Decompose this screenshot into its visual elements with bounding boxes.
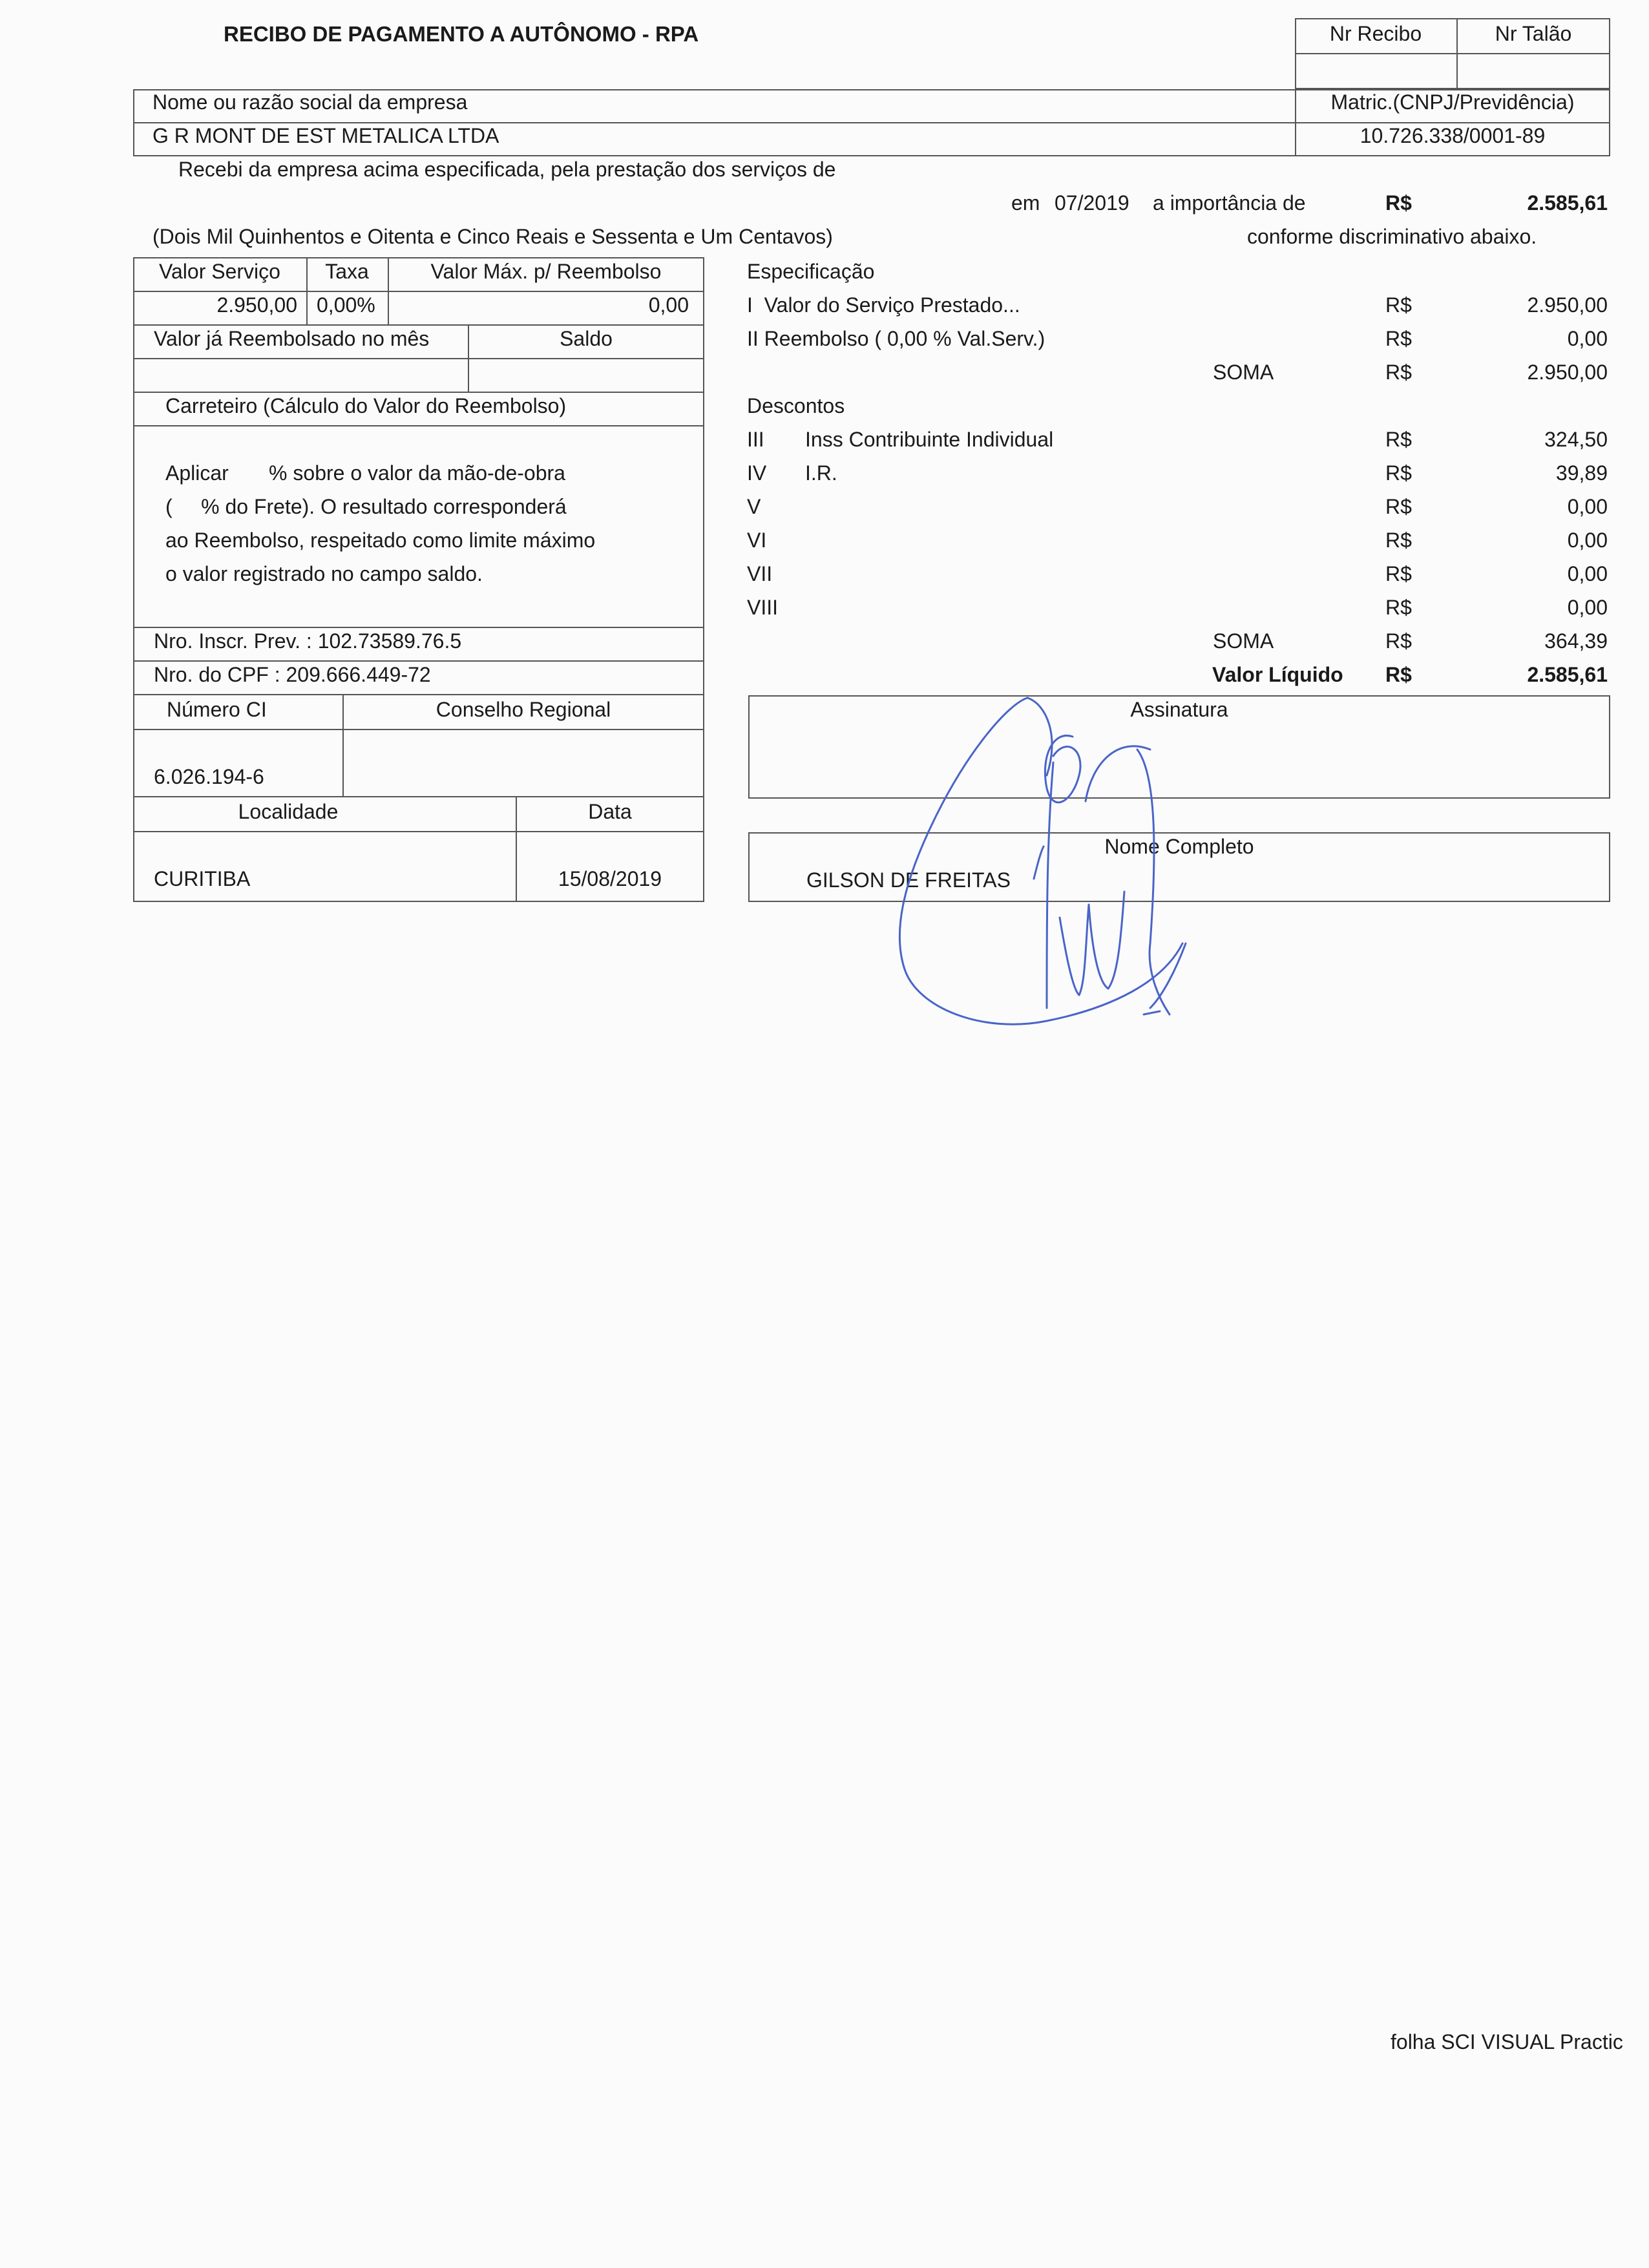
numero-ci-value: 6.026.194-6 (154, 765, 264, 788)
aplicar-line-3: ao Reembolso, respeitado como limite máximo (165, 529, 596, 552)
period: 07/2019 (1055, 191, 1129, 215)
liquido-label: Valor Líquido (1212, 663, 1343, 686)
soma2-value: 364,39 (1544, 629, 1608, 653)
spec-item-2-currency: R$ (1385, 327, 1412, 350)
em-label: em (1011, 191, 1040, 215)
aplicar-line-1: Aplicar % sobre o valor da mão-de-obra (165, 461, 565, 485)
desconto-4-currency: R$ (1385, 529, 1412, 552)
desconto-6-value: 0,00 (1567, 596, 1608, 619)
nome-completo-label: Nome Completo (1104, 835, 1254, 858)
soma-currency: R$ (1385, 361, 1412, 384)
desconto-5-value: 0,00 (1567, 562, 1608, 585)
nome-completo-value: GILSON DE FREITAS (806, 868, 1011, 892)
desconto-1-num: III (747, 428, 764, 451)
spec-item-1-currency: R$ (1385, 293, 1412, 317)
assinatura-label: Assinatura (1130, 698, 1228, 721)
spec-item-2-label: II Reembolso ( 0,00 % Val.Serv.) (747, 327, 1045, 350)
desconto-1-value: 324,50 (1544, 428, 1608, 451)
valor-max-label: Valor Máx. p/ Reembolso (430, 260, 662, 283)
desconto-5-currency: R$ (1385, 562, 1412, 585)
conselho-label: Conselho Regional (436, 698, 611, 721)
saldo-label: Saldo (560, 327, 613, 350)
desconto-3-value: 0,00 (1567, 495, 1608, 518)
liquido-currency: R$ (1385, 663, 1412, 686)
cpf: Nro. do CPF : 209.666.449-72 (154, 663, 431, 686)
numero-ci-label: Número CI (167, 698, 267, 721)
amount-words: (Dois Mil Quinhentos e Oitenta e Cinco Reais e Sessenta e Um Centavos) (152, 225, 833, 248)
desconto-3-num: V (747, 495, 761, 518)
carreteiro-label: Carreteiro (Cálculo do Valor do Reembolso) (165, 394, 567, 417)
footer-text: folha SCI VISUAL Practic (1391, 2030, 1623, 2053)
desconto-2-num: IV (747, 461, 767, 485)
desconto-5-num: VII (747, 562, 773, 585)
received-text: Recebi da empresa acima especificada, pela prestação dos serviços de (178, 158, 836, 181)
desconto-2-label: I.R. (805, 461, 837, 485)
liquido-value: 2.585,61 (1527, 663, 1608, 686)
company-name-label: Nome ou razão social da empresa (152, 90, 468, 114)
document-title: RECIBO DE PAGAMENTO A AUTÔNOMO - RPA (224, 22, 699, 46)
spec-item-2-value: 0,00 (1567, 327, 1608, 350)
ja-reembolsado-label: Valor já Reembolsado no mês (154, 327, 430, 350)
desconto-6-currency: R$ (1385, 596, 1412, 619)
taxa-value: 0,00% (317, 293, 375, 317)
desconto-2-value: 39,89 (1555, 461, 1608, 485)
desconto-6-num: VIII (747, 596, 779, 619)
valor-servico-value: 2.950,00 (216, 293, 297, 317)
taxa-label: Taxa (325, 260, 369, 283)
matric-label: Matric.(CNPJ/Previdência) (1330, 90, 1575, 114)
nr-talao-label: Nr Talão (1495, 22, 1572, 45)
company-name: G R MONT DE EST METALICA LTDA (152, 124, 499, 147)
desconto-2-currency: R$ (1385, 461, 1412, 485)
soma2-currency: R$ (1385, 629, 1412, 653)
conforme-text: conforme discriminativo abaixo. (1247, 225, 1537, 248)
amount-currency: R$ (1385, 191, 1412, 215)
spec-item-1-value: 2.950,00 (1527, 293, 1608, 317)
valor-servico-label: Valor Serviço (159, 260, 280, 283)
soma2-label: SOMA (1213, 629, 1274, 653)
importancia-label: a importância de (1153, 191, 1306, 215)
inscr-prev: Nro. Inscr. Prev. : 102.73589.76.5 (154, 629, 462, 653)
descontos-label: Descontos (747, 394, 845, 417)
soma-label: SOMA (1213, 361, 1274, 384)
nr-recibo-label: Nr Recibo (1329, 22, 1422, 45)
valor-max-value: 0,00 (648, 293, 689, 317)
desconto-1-currency: R$ (1385, 428, 1412, 451)
aplicar-line-2: ( % do Frete). O resultado corresponderá (165, 495, 567, 518)
desconto-4-num: VI (747, 529, 767, 552)
desconto-4-value: 0,00 (1567, 529, 1608, 552)
matric-value: 10.726.338/0001-89 (1360, 124, 1546, 147)
amount-value: 2.585,61 (1527, 191, 1608, 215)
data-value: 15/08/2019 (558, 867, 662, 890)
localidade-label: Localidade (238, 800, 339, 823)
localidade-value: CURITIBA (154, 867, 251, 890)
desconto-1-label: Inss Contribuinte Individual (805, 428, 1054, 451)
data-label: Data (588, 800, 632, 823)
especificacao-label: Especificação (747, 260, 875, 283)
desconto-3-currency: R$ (1385, 495, 1412, 518)
soma-value: 2.950,00 (1527, 361, 1608, 384)
spec-item-1-label: I Valor do Serviço Prestado... (747, 293, 1020, 317)
aplicar-line-4: o valor registrado no campo saldo. (165, 562, 483, 585)
